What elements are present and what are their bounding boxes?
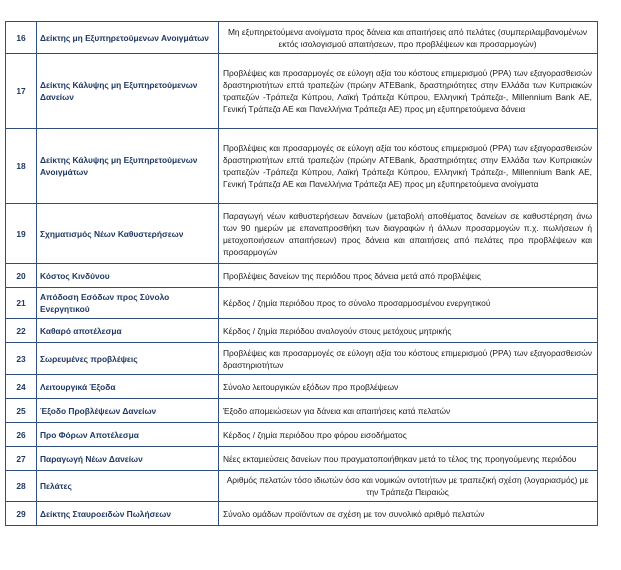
table-row (6, 319, 598, 343)
row-term: Προ Φόρων Αποτέλεσμα (37, 423, 219, 447)
row-definition: Μη εξυπηρετούμενα ανοίγματα προς δάνεια και απαιτήσεις από πελάτες (συμπεριλαμβανομένων εκτός ισολογισμού απαιτήσεων, προ προβλέψεων και προσαρμογών) (219, 22, 598, 54)
row-number: 23 (6, 343, 37, 375)
row-term: Σχηματισμός Νέων Καθυστερήσεων (37, 204, 219, 264)
row-number: 19 (6, 204, 37, 264)
row-number: 18 (6, 129, 37, 204)
row-term: Έξοδο Προβλέψεων Δανείων (37, 399, 219, 423)
table-row (6, 375, 598, 399)
row-number: 17 (6, 54, 37, 129)
row-term: Δείκτης Κάλυψης μη Εξυπηρετούμενων Ανοιγμάτων (37, 129, 219, 204)
table-row (6, 399, 598, 423)
row-number: 16 (6, 22, 37, 54)
row-definition: Κέρδος / ζημία περιόδου αναλογούν στους μετόχους μητρικής (219, 319, 598, 343)
row-definition: Σύνολο λειτουργικών εξόδων προ προβλέψεων (219, 375, 598, 399)
row-definition: Κέρδος / ζημία περιόδου προς το σύνολο προσαρμοσμένου ενεργητικού (219, 288, 598, 319)
row-definition: Προβλέψεις δανείων της περιόδου προς δάνεια μετά από προβλέψεις (219, 264, 598, 288)
table-row (6, 343, 598, 375)
table-row (6, 204, 598, 264)
row-number: 27 (6, 447, 37, 471)
row-definition: Σύνολο ομάδων προϊόντων σε σχέση με τον συνολικό αριθμό πελατών (219, 502, 598, 526)
row-definition: Κέρδος / ζημία περιόδου προ φόρου εισοδήματος (219, 423, 598, 447)
row-number: 29 (6, 502, 37, 526)
row-number: 28 (6, 471, 37, 502)
row-definition: Προβλέψεις και προσαρμογές σε εύλογη αξία του κόστους επιμερισμού (PPA) των εξαγορασθεισών δραστηριοτήτων επτά τραπεζών (πρώην ATEBank, δραστηριότητες στην Ελλάδα των Κυπριακών τραπεζών -Τράπεζα Κύπρου, Λαϊκή Τράπεζα Κύπρου, Ελληνική Τράπεζα-, Millennium Bank ΑΕ, Γενική Τράπεζα ΑΕ και Πανελλήνια Τράπεζα ΑΕ) προς μη εξυπηρετούμενα ανοίγματα (219, 129, 598, 204)
row-term: Δείκτης μη Εξυπηρετούμενων Ανοιγμάτων (37, 22, 219, 54)
row-definition: Έξοδο απομειώσεων για δάνεια και απαιτήσεις κατά πελατών (219, 399, 598, 423)
row-definition: Αριθμός πελατών τόσο ιδιωτών όσο και νομικών οντοτήτων με τραπεζική σχέση (λογαριασμός) με την Τράπεζα Πειραιώς (219, 471, 598, 502)
row-definition: Προβλέψεις και προσαρμογές σε εύλογη αξία του κόστους επιμερισμού (PPA) των εξαγορασθεισών δραστηριοτήτων επτά τραπεζών (πρώην ATEBank, δραστηριότητες στην Ελλάδα των Κυπριακών τραπεζών -Τράπεζα Κύπρου, Λαϊκή Τράπεζα Κύπρου, Ελληνική Τράπεζα-, Millennium Bank ΑΕ, Γενική Τράπεζα ΑΕ και Πανελλήνια Τράπεζα ΑΕ) προς μη εξυπηρετούμενα δάνεια (219, 54, 598, 129)
row-number: 26 (6, 423, 37, 447)
row-definition: Παραγωγή νέων καθυστερήσεων δανείων (μεταβολή αποθέματος δανείων σε καθυστέρηση άνω των 90 ημερών με επαναπροσθήκη των διαγραφών ή άλλων προσαρμογών π.χ. πωλήσεων ή μετοχοποιήσεων απαιτήσεων) προς δάνεια και απαιτήσεις από πελάτες προ προβλέψεων και προσαρμογών (219, 204, 598, 264)
table-row (6, 423, 598, 447)
table-row (6, 447, 598, 471)
table-row (6, 264, 598, 288)
row-term: Πελάτες (37, 471, 219, 502)
row-number: 20 (6, 264, 37, 288)
row-definition: Νέες εκταμιεύσεις δανείων που πραγματοποιήθηκαν μετά το τέλος της προηγούμενης περιόδου (219, 447, 598, 471)
row-term: Δείκτης Κάλυψης μη Εξυπηρετούμενων Δανείων (37, 54, 219, 129)
row-term: Δείκτης Σταυροειδών Πωλήσεων (37, 502, 219, 526)
row-term: Παραγωγή Νέων Δανείων (37, 447, 219, 471)
table-row (6, 22, 598, 54)
row-term: Απόδοση Εσόδων προς Σύνολο Ενεργητικού (37, 288, 219, 319)
table-row (6, 129, 598, 204)
table-row (6, 502, 598, 526)
row-term: Λειτουργικά Έξοδα (37, 375, 219, 399)
table-row (6, 54, 598, 129)
row-number: 25 (6, 399, 37, 423)
row-definition: Προβλέψεις και προσαρμογές σε εύλογη αξία του κόστους επιμερισμού (PPA) των εξαγορασθεισών δραστηριοτήτων (219, 343, 598, 375)
row-term: Κόστος Κινδύνου (37, 264, 219, 288)
row-number: 22 (6, 319, 37, 343)
table-row (6, 471, 598, 502)
glossary-table (5, 21, 598, 526)
row-term: Καθαρό αποτέλεσμα (37, 319, 219, 343)
row-term: Σωρευμένες προβλέψεις (37, 343, 219, 375)
row-number: 24 (6, 375, 37, 399)
table-row (6, 288, 598, 319)
row-number: 21 (6, 288, 37, 319)
